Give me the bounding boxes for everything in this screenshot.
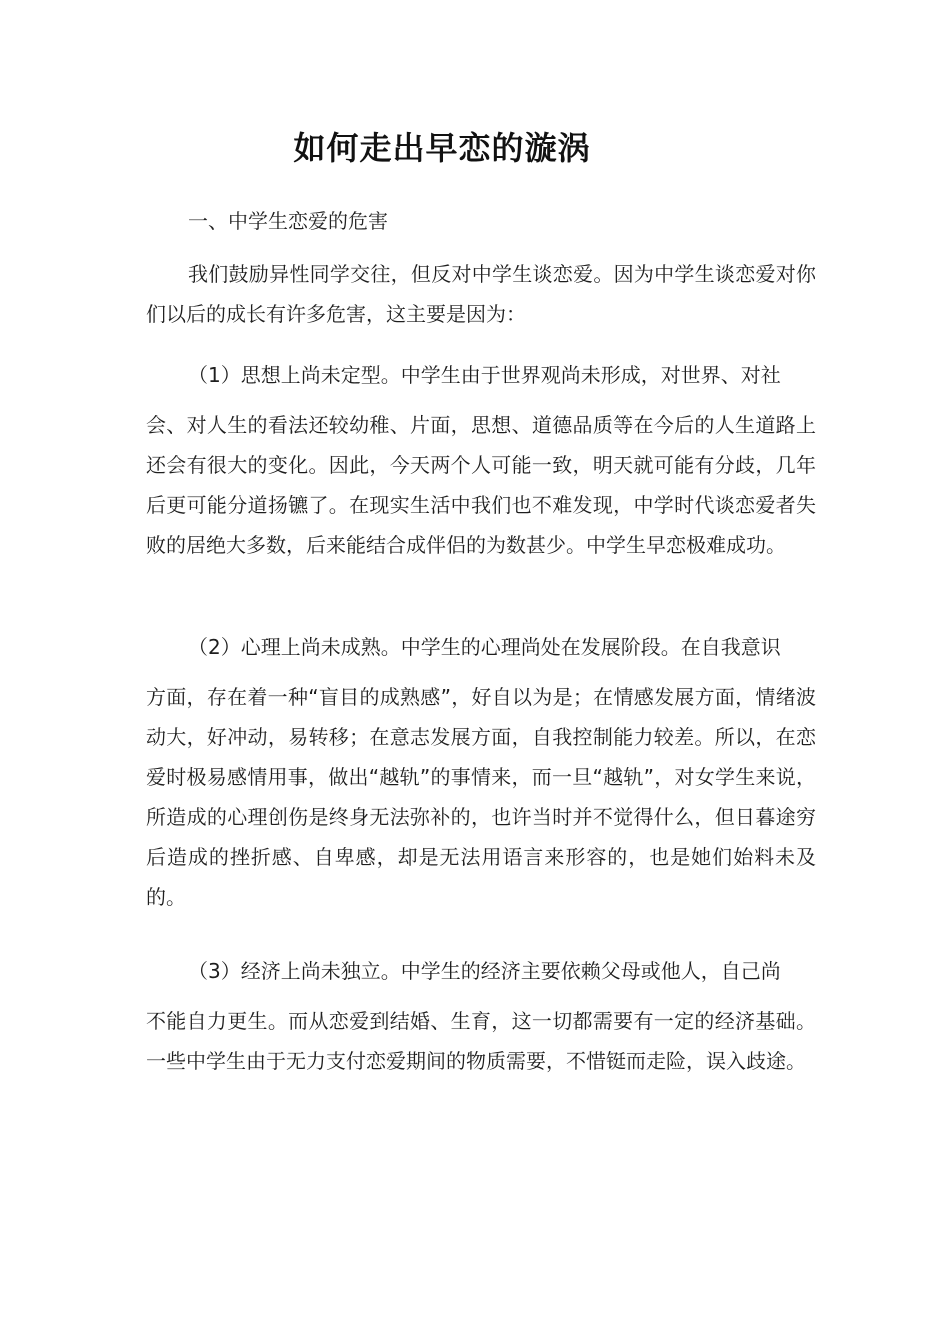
point-3-body: 不能自力更生。而从恋爱到结婚、生育，这一切都需要有一定的经济基础。一些中学生由于无力支付恋爱期间的物质需要，不惜铤而走险，误入歧途。 [146, 1009, 816, 1073]
point-3-lead: （3）经济上尚未独立。中学生的经济主要依赖父母或他人，自己尚 [188, 959, 781, 983]
point-3-paragraph [146, 951, 816, 1081]
document-title: 如何走出早恋的漩涡 [293, 129, 591, 167]
point-2-body: 方面，存在着一种“盲目的成熟感”，好自以为是；在情感发展方面，情绪波动大，好冲动，易转移；在意志发展方面，自我控制能力较差。所以，在恋爱时极易感情用事，做出“越轨”的事情来，而一旦“越轨”，对女学生来说，所造成的心理创伤是终身无法弥补的，也许当时并不觉得什么，但日暮途穷后造成的挫折感、自卑感，却是无法用语言来形容的，也是她们始料未及的。 [146, 685, 816, 909]
point-2-lead: （2）心理上尚未成熟。中学生的心理尚处在发展阶段。在自我意识 [188, 635, 781, 659]
point-1-body: 会、对人生的看法还较幼稚、片面，思想、道德品质等在今后的人生道路上还会有很大的变化。因此，今天两个人可能一致，明天就可能有分歧，几年后更可能分道扬镳了。在现实生活中我们也不难发现，中学时代谈恋爱者失败的居绝大多数，后来能结合成伴侣的为数甚少。中学生早恋极难成功。 [146, 413, 816, 557]
point-2-paragraph [146, 627, 816, 917]
point-1-paragraph [146, 355, 816, 565]
point-1-lead: （1）思想上尚未定型。中学生由于世界观尚未形成，对世界、对社 [188, 363, 781, 387]
section-heading: 一、中学生恋爱的危害 [188, 209, 388, 233]
intro-paragraph: 我们鼓励异性同学交往，但反对中学生谈恋爱。因为中学生谈恋爱对你们以后的成长有许多危害，这主要是因为： [146, 262, 816, 326]
